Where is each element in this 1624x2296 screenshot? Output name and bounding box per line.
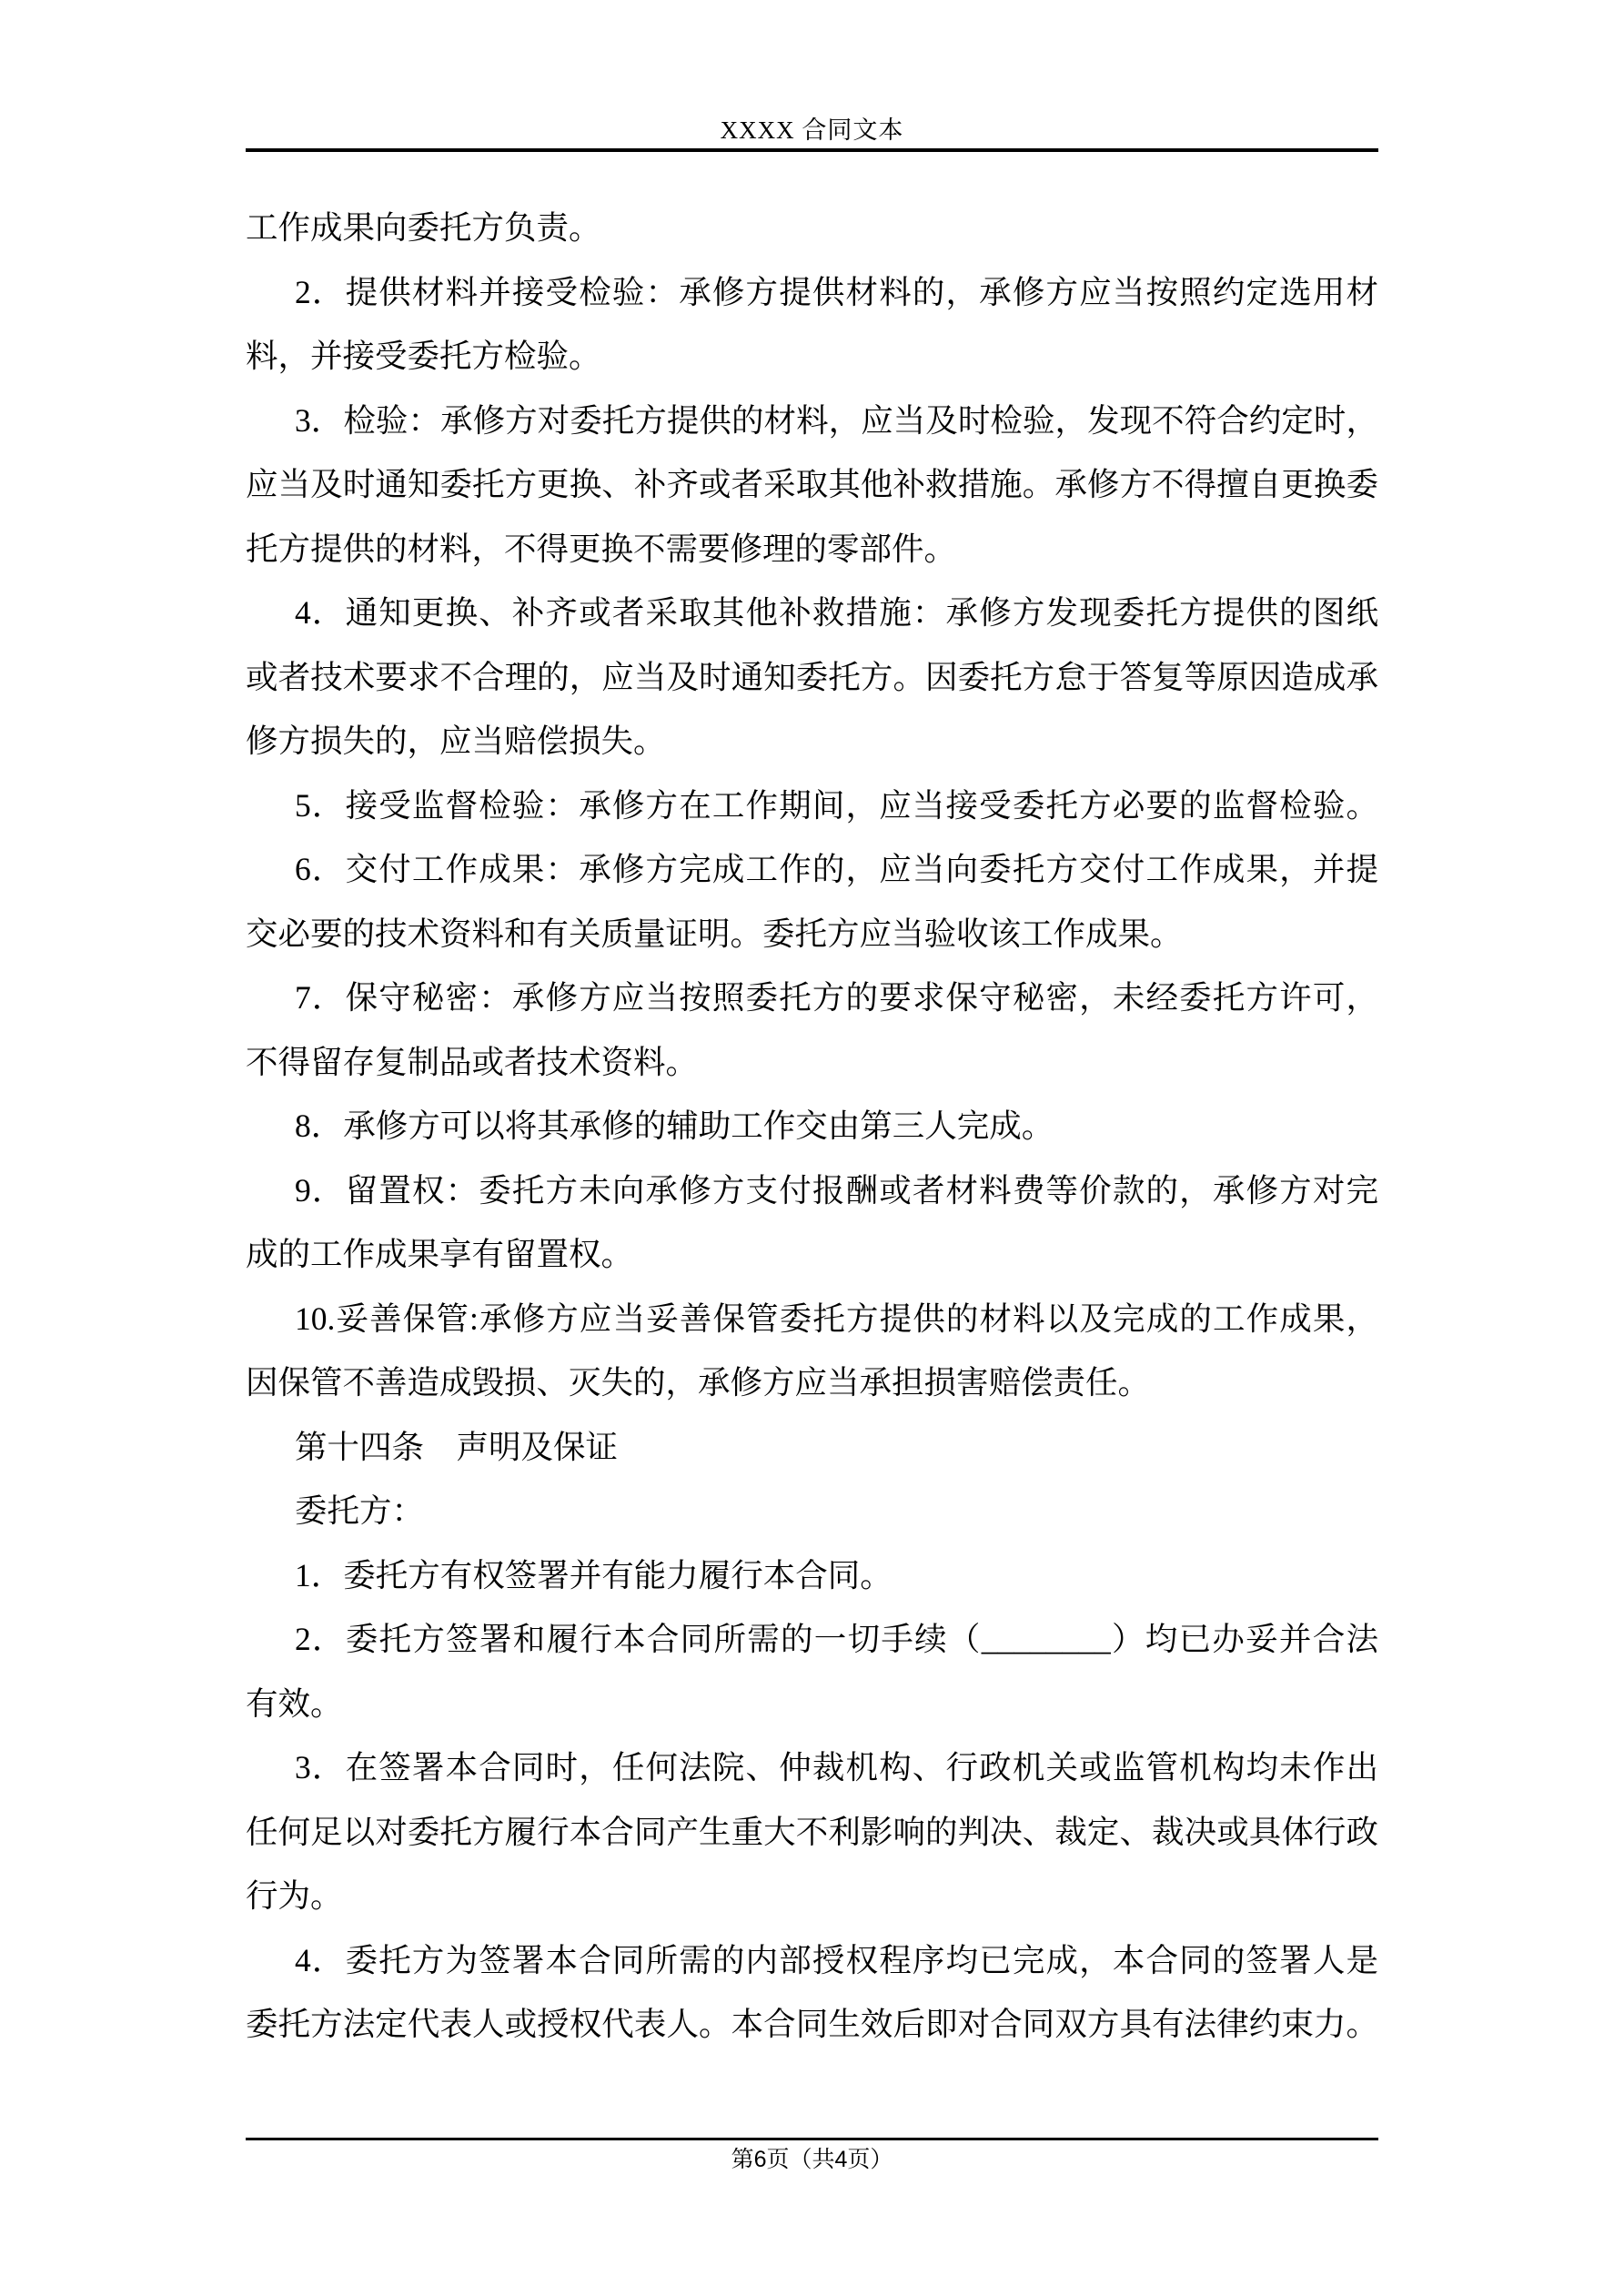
contract-line: 料，并接受委托方检验。: [246, 338, 601, 374]
contract-line: 6．交付工作成果：承修方完成工作的，应当向委托方交付工作成果，并提: [295, 851, 1378, 887]
contract-line: 3．检验：承修方对委托方提供的材料，应当及时检验，发现不符合约定时，: [295, 401, 1378, 439]
contract-line: 委托方法定代表人或授权代表人。本合同生效后即对合同双方具有法律约束力。: [246, 2006, 1378, 2042]
page-header-title: XXXX 合同文本: [720, 116, 904, 144]
contract-line: 托方提供的材料，不得更换不需要修理的零部件。: [246, 530, 957, 567]
contract-line: 第十四条 声明及保证: [295, 1428, 619, 1465]
contract-line: 或者技术要求不合理的，应当及时通知委托方。因委托方怠于答复等原因造成承: [246, 658, 1378, 695]
contract-line: 修方损失的，应当赔偿损失。: [246, 723, 666, 759]
contract-line: 5．接受监督检验：承修方在工作期间，应当接受委托方必要的监督检验。: [295, 786, 1378, 824]
contract-line: 1．委托方有权签署并有能力履行本合同。: [295, 1556, 893, 1593]
contract-line: 10.妥善保管:承修方应当妥善保管委托方提供的材料以及完成的工作成果，: [295, 1300, 1378, 1337]
contract-line: 7．保守秘密：承修方应当按照委托方的要求保守秘密，未经委托方许可，: [295, 979, 1378, 1016]
contract-line: 2．提供材料并接受检验：承修方提供材料的，承修方应当按照约定选用材: [295, 273, 1378, 310]
contract-line: 委托方：: [295, 1492, 425, 1529]
contract-line: 成的工作成果享有留置权。: [246, 1236, 634, 1272]
document-body: [246, 196, 1378, 2057]
contract-line: 应当及时通知委托方更换、补齐或者采取其他补救措施。承修方不得擅自更换委: [246, 466, 1378, 502]
contract-line: 因保管不善造成毁损、灭失的，承修方应当承担损害赔偿责任。: [246, 1364, 1151, 1401]
page-number: 第6页（共4页）: [731, 2147, 893, 2172]
contract-line: 交必要的技术资料和有关质量证明。委托方应当验收该工作成果。: [246, 915, 1183, 952]
contract-line: 行为。: [246, 1877, 343, 1914]
contract-line: 4．通知更换、补齐或者采取其他补救措施：承修方发现委托方提供的图纸: [295, 594, 1378, 631]
contract-line: 2．委托方签署和履行本合同所需的一切手续（________）均已办妥并合法: [295, 1621, 1378, 1657]
contract-line: 不得留存复制品或者技术资料。: [246, 1043, 699, 1080]
contract-line: 任何足以对委托方履行本合同产生重大不利影响的判决、裁定、裁决或具体行政: [246, 1813, 1378, 1850]
header-rule: [246, 148, 1378, 152]
footer-rule: [246, 2138, 1378, 2140]
contract-line: 工作成果向委托方负责。: [246, 209, 601, 246]
contract-line: 3．在签署本合同时，任何法院、仲裁机构、行政机关或监管机构均未作出: [295, 1749, 1378, 1785]
contract-line: 有效。: [246, 1684, 343, 1722]
contract-line: 8．承修方可以将其承修的辅助工作交由第三人完成。: [295, 1108, 1054, 1144]
contract-line: 4．委托方为签署本合同所需的内部授权程序均已完成，本合同的签署人是: [295, 1941, 1378, 1978]
contract-line: 9．留置权：委托方未向承修方支付报酬或者材料费等价款的，承修方对完: [295, 1171, 1378, 1209]
